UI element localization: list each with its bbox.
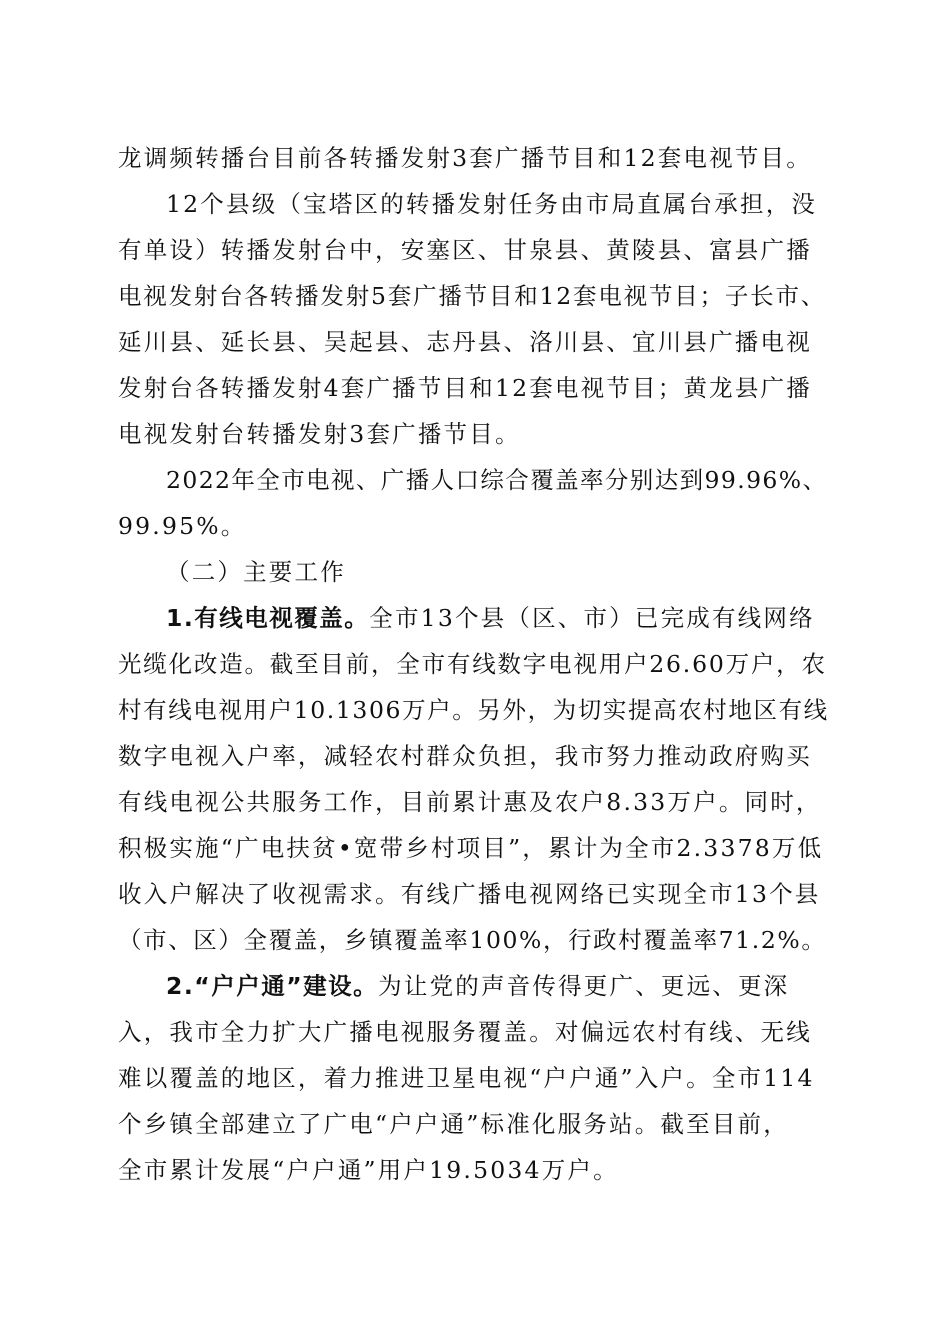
paragraph-text: 为让党的声音传得更广、更远、更深 xyxy=(378,972,790,1000)
paragraph-line: 积极实施“广电扶贫•宽带乡村项目”，累计为全市2.3378万低 xyxy=(118,834,824,862)
paragraph-line: 入，我市全力扩大广播电视服务覆盖。对偏远农村有线、无线 xyxy=(118,1018,812,1046)
paragraph-line: 2022年全市电视、广播人口综合覆盖率分别达到99.96%、 xyxy=(166,466,828,494)
paragraph-line: 电视发射台转播发射3套广播节目。 xyxy=(118,420,521,448)
paragraph-lead: 2.“户户通”建设。 xyxy=(166,972,379,1000)
paragraph-line: 个乡镇全部建立了广电“户户通”标准化服务站。截至目前， xyxy=(118,1110,789,1138)
paragraph-line: 收入户解决了收视需求。有线广播电视网络已实现全市13个县 xyxy=(118,880,821,908)
paragraph-line: 99.95%。 xyxy=(118,512,247,540)
paragraph-line: 有线电视公共服务工作，目前累计惠及农户8.33万户。同时， xyxy=(118,788,822,816)
paragraph-line: 延川县、延长县、吴起县、志丹县、洛川县、宜川县广播电视 xyxy=(118,328,812,356)
paragraph-text: 全市13个县（区、市）已完成有线网络 xyxy=(369,604,815,632)
paragraph-line: 12个县级（宝塔区的转播发射任务由市局直属台承担，没 xyxy=(166,190,818,218)
paragraph-line: 电视发射台各转播发射5套广播节目和12套电视节目；子长市、 xyxy=(118,282,827,310)
paragraph-line: 光缆化改造。截至目前，全市有线数字电视用户26.60万户，农 xyxy=(118,650,827,678)
paragraph-line: 全市累计发展“户户通”用户19.5034万户。 xyxy=(118,1156,619,1184)
paragraph-line xyxy=(166,971,830,1001)
paragraph-line: 村有线电视用户10.1306万户。另外，为切实提高农村地区有线 xyxy=(118,696,829,724)
paragraph-line: 数字电视入户率，减轻农村群众负担，我市努力推动政府购买 xyxy=(118,742,812,770)
paragraph-line: （市、区）全覆盖，乡镇覆盖率100%，行政村覆盖率71.2%。 xyxy=(118,926,827,954)
paragraph-line: 难以覆盖的地区，着力推进卫星电视“户户通”入户。全市114 xyxy=(118,1064,815,1092)
paragraph-line: 发射台各转播发射4套广播节目和12套电视节目；黄龙县广播 xyxy=(118,374,812,402)
paragraph-line: 有单设）转播发射台中，安塞区、甘泉县、黄陵县、富县广播 xyxy=(118,236,812,264)
paragraph-lead: 1.有线电视覆盖。 xyxy=(166,604,370,632)
section-heading: （二）主要工作 xyxy=(166,558,346,586)
paragraph-line: 龙调频转播台目前各转播发射3套广播节目和12套电视节目。 xyxy=(118,144,812,172)
paragraph-line xyxy=(166,603,830,633)
